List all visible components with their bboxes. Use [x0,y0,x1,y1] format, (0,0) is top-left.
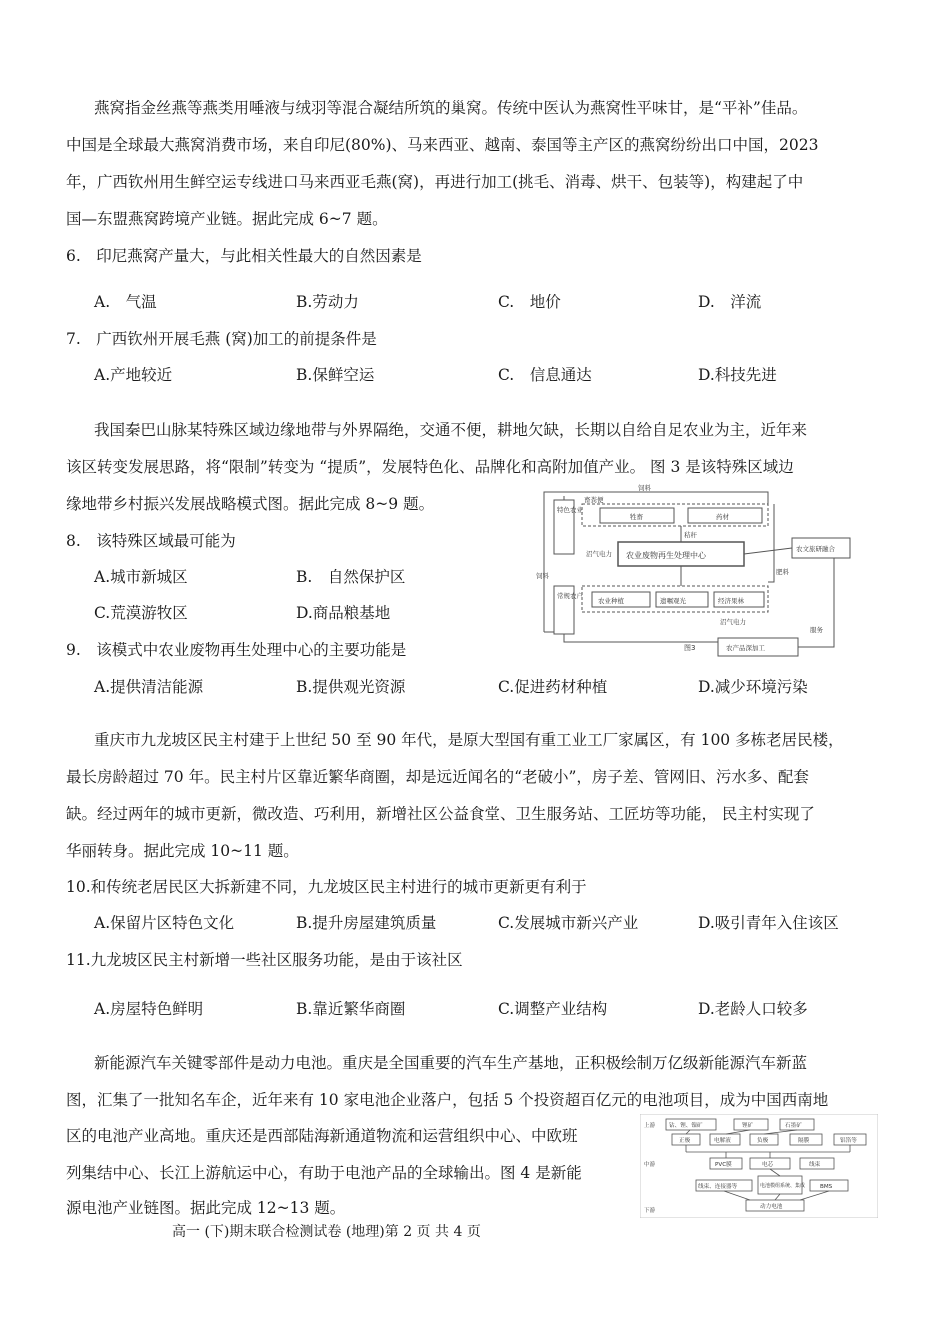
passage4-line-3: 区的电池产业高地。重庆还是西部陆海新通道物流和运营组织中心、中欧班 [66,1127,578,1145]
fig4-module: 电池模组系统、集成 [760,1183,806,1189]
passage3-line-3: 缺。经过两年的城市更新，微改造、巧利用，新增社区公益食堂、卫生服务站、工匠坊等功能， 民主村实现了 [66,805,815,823]
page-footer: 高一 (下)期末联合检测试卷 (地理)第 2 页 共 4 页 [172,1224,481,1240]
q10-option-b: B.提升房屋建筑质量 [296,914,437,932]
q6-option-b: B.劳动力 [296,293,359,311]
passage4-line-1: 新能源汽车关键零部件是动力电池。重庆是全国重要的汽车生产基地，正积极绘制万亿级新能源汽车新蓝 [94,1054,808,1072]
q11-option-a: A.房屋特色鲜明 [94,1000,204,1018]
q6-option-c: C. 地价 [498,293,561,311]
fig4-raw1: 钴、锂、镍矿 [669,1123,703,1129]
q7-stem: 7. 广西钦州开展毛燕 (窝)加工的前提条件是 [66,330,377,348]
passage3-line-2: 最长房龄超过 70 年。民主村片区靠近繁华商圈，却是远近闻名的“老破小”，房子差、管网旧、污水多、配套 [66,768,809,786]
fig3-conventional-farmer: 常规农户 [557,592,583,600]
fig3-service: 服务 [810,626,823,634]
fig4-cell: 电芯 [762,1162,774,1168]
fig3-caption: 图3 [684,644,696,652]
passage2-line-2: 该区转变发展思路，将“限制”转变为 “提质”，发展特色化、品牌化和高附加值产业。 图 3 是该特殊区域边 [66,458,794,476]
q7-option-d: D.科技先进 [698,366,777,384]
fig3-herbs: 药材 [716,513,729,521]
q11-option-b: B.靠近繁华商圈 [296,1000,406,1018]
q7-option-a: A.产地较近 [94,366,173,384]
q9-option-c: C.促进药材种植 [498,678,608,696]
q8-option-c: C.荒漠游牧区 [94,604,188,622]
fig3-farming: 农业种植 [598,597,624,605]
fig3-biogas-power: 沼气电力 [586,550,612,558]
q8-option-a: A.城市新城区 [94,568,188,586]
fig4-downstream: 下游 [644,1208,656,1214]
passage1-line-3: 年，广西钦州用生鲜空运专线进口马来西亚毛燕(窝)，再进行加工(挑毛、消毒、烘干、包装等)，构建起了中 [66,173,804,191]
fig4-battery: 动力电池 [760,1204,783,1210]
q11-option-c: C.调整产业结构 [498,1000,608,1018]
q7-option-c: C. 信息通达 [498,366,592,384]
fig3-feed-left: 饲料 [536,572,549,580]
fig3-leisure: 遗嘱观光 [660,597,686,605]
q9-option-a: A.提供清洁能源 [94,678,204,696]
fig3-top-label: 饲料 [638,484,651,492]
passage4-line-5: 源电池产业链图。据此完成 12~13 题。 [66,1199,346,1217]
fig4-m5: 铝箔等 [840,1138,857,1144]
fig4-raw2: 锂矿 [742,1123,754,1129]
passage3-line-1: 重庆市九龙坡区民主村建于上世纪 50 至 90 年代，是原大型国有重工业工厂家属区，有 100 多栋老居民楼， [94,731,844,749]
passage1-line-1: 燕窝指金丝燕等燕类用唾液与绒羽等混合凝结所筑的巢窝。传统中医认为燕窝性平味甘，是“平补”佳品。 [94,99,808,117]
q6-stem: 6. 印尼燕窝产量大，与此相关性最大的自然因素是 [66,247,422,265]
passage1-line-4: 国—东盟燕窝跨境产业链。据此完成 6~7 题。 [66,210,388,228]
fig3-forest: 经济果林 [718,597,744,605]
fig4-m2: 电解液 [714,1138,731,1144]
q10-option-c: C.发展城市新兴产业 [498,914,639,932]
fig4-wire: 线束 [809,1162,821,1168]
fig3-tourism: 农文旅研融合 [796,545,835,553]
q8-option-b: B. 自然保护区 [296,568,406,586]
passage2-line-1: 我国秦巴山脉某特殊区域边缘地带与外界隔绝，交通不便，耕地欠缺，长期以自给自足农业为主，近年来 [94,421,808,439]
q6-option-d: D. 洋流 [698,293,762,311]
fig4-m3: 负极 [757,1138,769,1144]
fig4-bms: BMS [820,1184,833,1190]
fig3-manure: 畜粪便 [584,496,604,504]
fig3-processing: 农产品深加工 [726,644,765,652]
passage4-line-2: 图，汇集了一批知名车企，近年来有 10 家电池企业落户，包括 5 个投资超百亿元的电池项目，成为中国西南地 [66,1091,829,1109]
fig4-m1: 正极 [679,1138,691,1144]
fig3-fertilizer: 肥料 [776,568,789,576]
q10-stem: 10.和传统老居民区大拆新建不同，九龙坡区民主村进行的城市更新更有利于 [66,878,587,896]
q10-option-a: A.保留片区特色文化 [94,914,235,932]
fig3-power: 沼气电力 [720,618,746,626]
fig4-conn: 线束、连接器等 [698,1184,738,1190]
q9-option-b: B.提供观光资源 [296,678,406,696]
q11-stem: 11.九龙坡区民主村新增一些社区服务功能，是由于该社区 [66,951,463,969]
fig4-upstream: 上游 [644,1123,656,1129]
passage4-line-4: 列集结中心、长江上游航运中心，有助于电池产品的全球输出。图 4 是新能 [66,1164,582,1182]
fig3-livestock: 牲畜 [630,513,643,521]
passage3-line-4: 华丽转身。据此完成 10~11 题。 [66,842,299,860]
fig4-raw3: 石墨矿 [785,1123,802,1129]
q9-option-d: D.减少环境污染 [698,678,808,696]
fig3-center: 农业废物再生处理中心 [626,551,706,560]
fig3-specialty-farmer: 特色农业 [557,506,583,514]
q6-option-a: A. 气温 [94,293,157,311]
q10-option-d: D.吸引青年入住该区 [698,914,839,932]
q8-option-d: D.商品粮基地 [296,604,391,622]
q9-stem: 9. 该模式中农业废物再生处理中心的主要功能是 [66,641,407,659]
fig3-straw: 秸秆 [684,531,697,539]
figure-3 [534,482,882,660]
fig4-m4: 隔膜 [798,1138,810,1144]
q8-stem: 8. 该特殊区域最可能为 [66,532,236,550]
figure-4 [640,1114,878,1218]
q7-option-b: B.保鲜空运 [296,366,375,384]
passage1-line-2: 中国是全球最大燕窝消费市场，来自印尼(80%)、马来西亚、越南、泰国等主产区的燕窝纷纷出口中国，2023 [66,136,819,154]
fig4-pvc: PVC膜 [715,1162,732,1168]
passage2-line-3: 缘地带乡村振兴发展战略模式图。据此完成 8~9 题。 [66,495,435,513]
fig4-midstream: 中游 [644,1162,656,1168]
q11-option-d: D.老龄人口较多 [698,1000,808,1018]
